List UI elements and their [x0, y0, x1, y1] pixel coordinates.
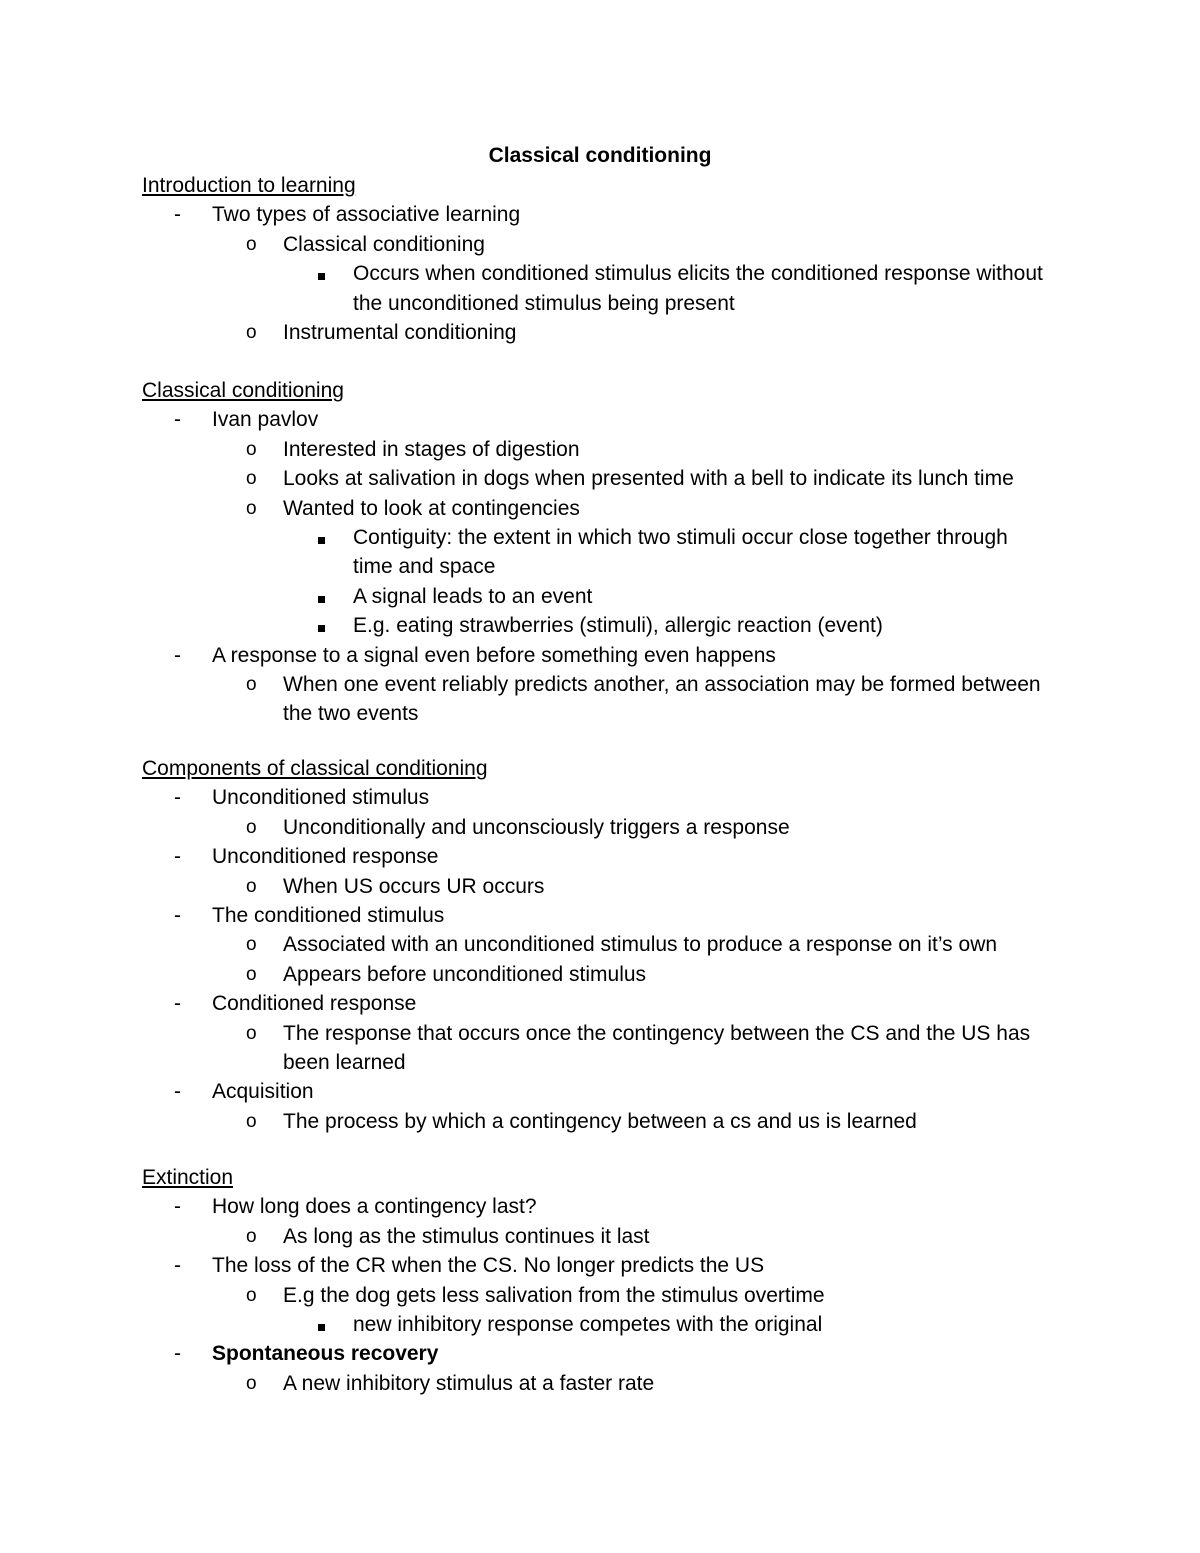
sub-sub-list-item [0, 1310, 1200, 1339]
sub-list-item-text: E.g the dog gets less salivation from the stimulus overtime [283, 1283, 825, 1307]
sub-list-item [0, 930, 1200, 959]
list-item [0, 842, 1200, 871]
sub-list-item-text: Interested in stages of digestion [283, 437, 580, 461]
circle-bullet: o [246, 674, 257, 696]
sub-list-item-text: As long as the stimulus continues it last [283, 1224, 650, 1248]
square-bullet-icon [318, 537, 325, 544]
list-item [0, 1251, 1200, 1280]
dash-bullet: - [174, 904, 181, 928]
sub-list-item-text: Classical conditioning [283, 232, 485, 256]
section [0, 376, 1200, 729]
dash-bullet: - [174, 203, 181, 227]
sub-list-item-text: The response that occurs once the contingency between the CS and the US has been learned [283, 1021, 1031, 1075]
dash-bullet: - [174, 1254, 181, 1278]
sub-list-item-text: Looks at salivation in dogs when presented with a bell to indicate its lunch time [283, 467, 1014, 491]
sub-list-item-text: Associated with an unconditioned stimulus to produce a response on it’s own [283, 933, 998, 957]
bullet-list [0, 405, 1200, 728]
sub-list-item [0, 670, 1200, 729]
sub-list-item-text: Instrumental conditioning [283, 321, 517, 345]
square-bullet-icon [318, 625, 325, 632]
circle-bullet: o [246, 438, 257, 460]
sub-list-item [0, 464, 1200, 493]
dash-bullet: - [174, 786, 181, 810]
sub-sub-list-item-text: Contiguity: the extent in which two stimuli occur close together through time and space [353, 526, 1008, 579]
circle-bullet: o [246, 1022, 257, 1044]
sub-list-item-text: When US occurs UR occurs [283, 874, 545, 898]
section-heading: Extinction [142, 1166, 234, 1189]
list-item [0, 1077, 1200, 1106]
document-title: Classical conditioning [488, 144, 712, 167]
circle-bullet: o [246, 963, 257, 985]
list-item-text: The conditioned stimulus [212, 904, 445, 928]
dash-bullet: - [174, 992, 181, 1016]
section [0, 171, 1200, 347]
sub-list-item [0, 1107, 1200, 1136]
sub-list-item [0, 230, 1200, 259]
list-item-text: A response to a signal even before something even happens [212, 643, 776, 667]
sub-list-item [0, 1019, 1200, 1078]
list-item-text: How long does a contingency last? [212, 1195, 537, 1219]
sub-sub-list-item [0, 259, 1200, 318]
sub-list-item-text: The process by which a contingency between a cs and us is learned [283, 1109, 917, 1133]
list-item [0, 1339, 1200, 1368]
list-item-text: Spontaneous recovery [212, 1342, 439, 1366]
section-heading: Components of classical conditioning [142, 757, 488, 780]
list-item [0, 641, 1200, 670]
sub-list-item-text: Wanted to look at contingencies [283, 496, 580, 520]
list-item-text: Ivan pavlov [212, 408, 319, 432]
dash-bullet: - [174, 408, 181, 432]
sub-list-item [0, 494, 1200, 523]
square-bullet [318, 582, 325, 611]
section [0, 754, 1200, 1136]
bullet-list [0, 783, 1200, 1136]
bullet-list [0, 200, 1200, 347]
square-bullet-icon [318, 596, 325, 603]
circle-bullet: o [246, 934, 257, 956]
sub-list-item [0, 1222, 1200, 1251]
dash-bullet: - [174, 845, 181, 869]
sub-list-item-text: A new inhibitory stimulus at a faster rate [283, 1371, 655, 1395]
sub-list-item-text: Appears before unconditioned stimulus [283, 962, 647, 986]
circle-bullet: o [246, 497, 257, 519]
list-item-text: The loss of the CR when the CS. No longer predicts the US [212, 1254, 765, 1278]
list-item-text: Unconditioned stimulus [212, 786, 430, 810]
list-item-text: Two types of associative learning [212, 203, 521, 227]
list-item-text: Conditioned response [212, 992, 417, 1016]
sub-list-item [0, 1369, 1200, 1398]
circle-bullet: o [246, 875, 257, 897]
list-item [0, 783, 1200, 812]
list-item [0, 405, 1200, 434]
sub-list-item [0, 318, 1200, 347]
sub-sub-list-item-text: Occurs when conditioned stimulus elicits the conditioned response without the unconditioned stimulus being present [353, 262, 1043, 315]
square-bullet-icon [318, 1324, 325, 1331]
circle-bullet: o [246, 322, 257, 344]
square-bullet [318, 611, 325, 640]
section-heading: Classical conditioning [142, 379, 344, 402]
list-item [0, 989, 1200, 1018]
square-bullet [318, 259, 325, 288]
square-bullet-icon [318, 273, 325, 280]
sub-list-item-text: Unconditionally and unconsciously triggers a response [283, 815, 790, 839]
circle-bullet: o [246, 1110, 257, 1132]
section [0, 1163, 1200, 1398]
sub-list-item [0, 1281, 1200, 1310]
circle-bullet: o [246, 233, 257, 255]
square-bullet [318, 523, 325, 552]
sub-list-item-text: When one event reliably predicts another, an association may be formed between the two events [283, 673, 1041, 726]
list-item-text: Acquisition [212, 1080, 314, 1104]
square-bullet [318, 1310, 325, 1339]
sub-sub-list-item [0, 582, 1200, 611]
circle-bullet: o [246, 1372, 257, 1394]
sub-sub-list-item-text: E.g. eating strawberries (stimuli), allergic reaction (event) [353, 614, 883, 638]
sub-sub-list-item [0, 611, 1200, 640]
dash-bullet: - [174, 643, 181, 667]
sub-sub-list-item-text: new inhibitory response competes with the original [353, 1313, 823, 1337]
list-item-text: Unconditioned response [212, 845, 439, 869]
list-item [0, 901, 1200, 930]
sub-sub-list-item [0, 523, 1200, 582]
circle-bullet: o [246, 1225, 257, 1247]
circle-bullet: o [246, 468, 257, 490]
bullet-list [0, 1192, 1200, 1398]
dash-bullet: - [174, 1080, 181, 1104]
list-item [0, 200, 1200, 229]
sub-sub-list-item-text: A signal leads to an event [353, 584, 593, 608]
dash-bullet: - [174, 1342, 181, 1366]
sub-list-item [0, 960, 1200, 989]
section-heading: Introduction to learning [142, 174, 356, 197]
circle-bullet: o [246, 1284, 257, 1306]
sub-list-item [0, 435, 1200, 464]
dash-bullet: - [174, 1195, 181, 1219]
list-item [0, 1192, 1200, 1221]
sub-list-item [0, 813, 1200, 842]
circle-bullet: o [246, 816, 257, 838]
sub-list-item [0, 872, 1200, 901]
